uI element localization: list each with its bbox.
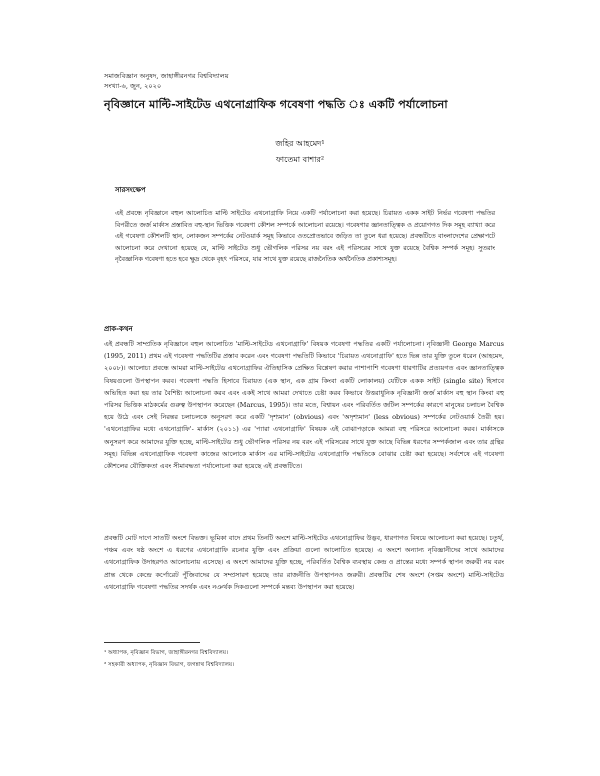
intro-paragraph-2: প্রবন্ধটি মোট দাগে সাতটি অংশে বিভক্ত। ভূমিকা বাদে প্রথম তিনটি অংশে মাল্টি-সাইটেড এথনোগ্রাফির উদ্ভব, ধারণাগত বিষয়ে আলোচনা করা হয়েছে। চতুর্থ, পঞ্চম এবং ষষ্ঠ অংশে এ ধরণের এথনোগ্রাফি রচনার যুক্তি এবং প্রক্রিয়া গুলো আলোচিত হয়েছে। এ অংশে অন্যান্য নৃবিজ্ঞানীদের সাথে আমাদের এথনোগ্রাফিক উদাহরণও আলোচনায় এসেছে। এ অংশে আমাদের যুক্তি হচ্ছে, পরিবর্তিত বৈশ্বিক ব্যবস্থায় কেন্দ্র ও প্রান্তের মধ্যে সম্পর্ক স্থাপন জরুরী নয় বরং প্রান্ত থেকে কেন্দ্রে কর্পোরেট পুঁজিবাদের যে সম্প্রসারণ হয়েছে তার রাজনীতি উপস্থাপনও জরুরী। প্রবন্ধটির শেষ অংশে (সপ্তম অংশে) মাল্টি-সাইটেড এথনোগ্রাফি গবেষণা পদ্ধতির সদর্থক এবং নঞর্থক দিকগুলো সম্পর্কে মন্তব্য উপস্থাপন করা হয়েছে। [104,534,504,591]
paper-title: নৃবিজ্ঞানে মাল্টি-সাইটেড এথনোগ্রাফিক গবেষণা পদ্ধতি ঃ একটি পর্যালোচনা [104,97,448,111]
footnote-2: ² সহকারী অধ্যাপক, নৃবিজ্ঞান বিভাগ, জগন্নাথ বিশ্ববিদ্যালয়। [104,662,235,668]
abstract-heading: সারসংক্ষেপ [115,186,146,194]
author-2: ফাতেমা বাশার² [275,155,325,164]
author-1: জহির আহমেদ¹ [275,139,325,148]
footnote-divider [104,642,200,643]
journal-name: সমাজবিজ্ঞান অনুষদ, জাহাঙ্গীরনগর বিশ্ববিদ্যালয় [104,72,229,80]
intro-heading: প্রাক-কথন [104,324,133,333]
intro-paragraph-1: এই প্রবন্ধটি সাম্প্রতিক নৃবিজ্ঞানে বহুল আলোচিত 'মাল্টি-সাইটেড এথনোগ্রাফি' বিষয়ক গবেষণা পদ্ধতির একটি পর্যালোচনা। নৃবিজ্ঞানী George Marcus (1995, 2011) প্রথম এই গবেষণা পদ্ধতিটির প্রস্তাব করেন এবং গবেষণা পদ্ধতিটি কিভাবে 'চিরায়ত এথনোগ্রাফি' হতে ভিন্ন তার যুক্তি তুলে ধরেন (আহমেদ, ২০০৮)। আলোচ্য প্রবন্ধে আমরা মাল্টি-সাইটেড এথনোগ্রাফির ঐতিহাসিক প্রেক্ষিত বিশ্লেষণ করার পাশাপাশি গবেষণা ধারণাটির প্রত্যয়গত এবং জ্ঞানতাত্ত্বিক বিষয়গুলো উপস্থাপন করব। গবেষণা পদ্ধতি হিসাবে চিরায়ত (এক স্থান, এক গ্রাম কিংবা একটি লোকালয়) যেটিকে একক সাইট (single site) হিসাবে অভিহিত করা হয় তার বৈশিষ্ট্য আলোচনা করব এবং একই সাথে আমরা দেখাতে চেষ্টা করব কিভাবে উত্তরাধুনিক নৃবিজ্ঞানী জর্জ মার্কাস বহু স্থান কিংবা বহু পরিসর ভিত্তিক মাঠকর্মের গুরুত্ব উপস্থাপন করেছেন (Marcus, 1995)। তার মতে, বিশ্বায়ন এবং পরিবর্তিত জটিল সম্পর্কের কারণে মানুষের চলাচল বৈশ্বিক হয়ে উঠে এবং সেই নিরন্তর চলাচলকে অনুসরণ করে একটি 'দৃশ্যমান' (obvious) এবং 'অদৃশ্যমান' (less obvious) সম্পর্কের নেটওয়ার্ক তৈরী হয়। 'এথনোগ্রাফির মধ্যে এথনোগ্রাফি'- মার্কাস (২০১১) এর 'প্যারা এথনোগ্রাফি' বিষয়ক এই বোঝাপড়াকে আমরা বহু পরিসরে আলোচনা করব। মার্কাসকে অনুসরণ করে আমাদের যুক্তি হচ্ছে, মাল্টি-সাইটেড শুধু ভৌগলিক পরিসর নয় বরং এই পরিসরের সাথে যুক্ত আছে বিভিন্ন ধরণের সম্পর্কজাল এবং তার গ্রন্থির সমূহ। বিভিন্ন এথনোগ্রাফিক গবেষণা কাজের আলোকে মার্কাস এর মাল্টি-সাইটেড এথনোগ্রাফি পদ্ধতিকে বোঝার চেষ্টা করা হয়েছে। সর্বশেষে এই গবেষণা কৌশলের যৌক্তিকতা এবং সীমাবদ্ধতা পর্যালোচনা করা হয়েছে এই প্রবন্ধটিতে। [104,340,504,471]
footnote-1: ¹ অধ্যাপক, নৃবিজ্ঞান বিভাগ, জাহাঙ্গীরনগর বিশ্ববিদ্যালয়। [104,650,229,656]
journal-header [104,71,229,91]
author-list [0,136,600,168]
journal-issue: সংখ্যা-৬, জুন, ২০২০ [104,82,162,90]
abstract-text: এই প্রবন্ধে নৃবিজ্ঞানে বহুল আলোচিত মাল্টি সাইটেড এথনোগ্রাফি নিয়ে একটি পর্যালোচনা করা হয়েছে। চিরায়ত একক সাইট নির্ভর গবেষণা পদ্ধতির বিপরীতে জর্জ মার্কাস প্রস্তাবিত বহু-স্থান ভিত্তিক গবেষণা কৌশল সম্পর্কে আলোচনা রয়েছে। গবেষণার জ্ঞানতাত্ত্বিক ও প্রয়োগগত দিক সমূহ ব্যাখ্যা করে এই গবেষণা কৌশলটি স্থান, লোকজন সম্পর্কের নেটওয়ার্ক সমূহ কিভাবে ওতপ্রোতভাবে জড়িত তা তুলে ধরা হয়েছে। প্রবন্ধটিতে বাংলাদেশের প্রেক্ষাপটে আলোচনা করে দেখানো হয়েছে যে, মাল্টি সাইটেড শুধু ভৌগলিক পরিসর নয় বরং এই পরিসরের সাথে যুক্ত রয়েছে বৈশ্বিক সম্পর্ক সমূহ। সুতরাং নৃবৈজ্ঞানিক গবেষণা হতে হবে ক্ষুদ্র থেকে বৃহৎ পরিসরে, যার সাথে যুক্ত রয়েছে রাজনৈতিক অর্থনৈতিক প্রকাশ্যসমূহ। [115,210,495,264]
